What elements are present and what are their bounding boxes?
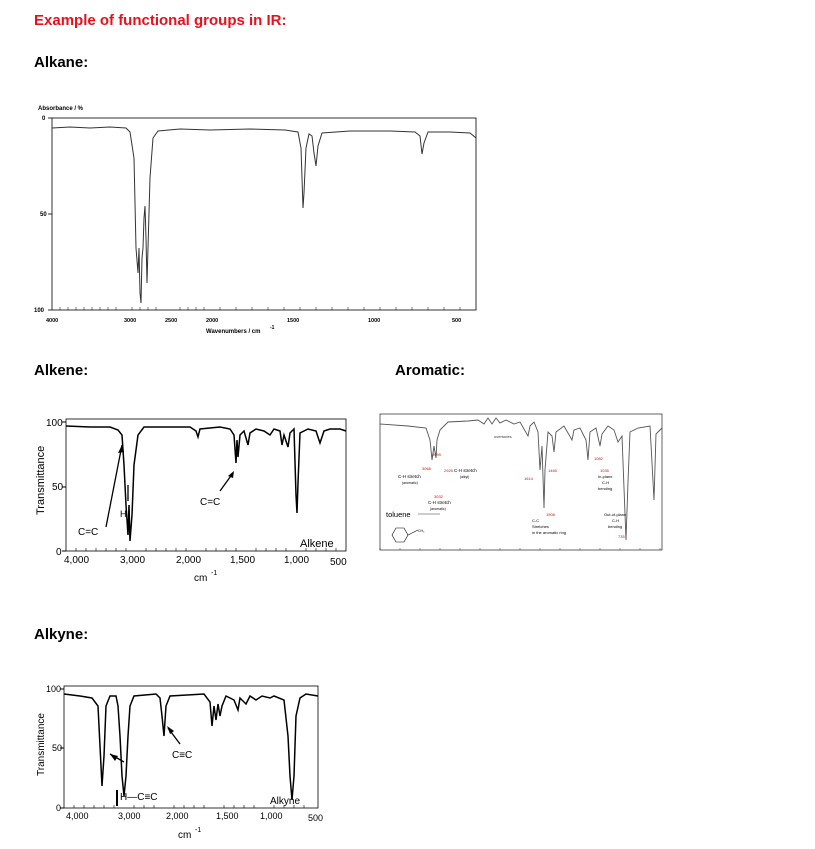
aromatic-ring-label: in the aromatic ring bbox=[532, 530, 567, 535]
aromatic-peak-1614: 1614 bbox=[524, 476, 533, 481]
page-title: Example of functional groups in IR: bbox=[34, 12, 287, 29]
aromatic-bending-in-label: bending bbox=[598, 486, 613, 491]
aromatic-alkyl-label: (alkyl) bbox=[460, 475, 470, 479]
section-alkyne-heading: Alkyne: bbox=[34, 626, 89, 643]
alkane-spectrum bbox=[30, 98, 485, 343]
aromatic-peak-3032: 3032 bbox=[434, 494, 443, 499]
aromatic-bending-oop-label: bending bbox=[608, 524, 623, 529]
alkane-xtick-1000: 1000 bbox=[368, 318, 381, 324]
alkyne-spectrum-trace bbox=[64, 694, 318, 800]
alkene-ytick-0: 0 bbox=[56, 547, 62, 558]
aromatic-peak-2925: 2925 bbox=[444, 468, 453, 473]
aromatic-spectrum bbox=[368, 410, 670, 565]
alkane-plot-frame bbox=[52, 118, 476, 310]
aromatic-spectrum-trace bbox=[380, 418, 662, 540]
aromatic-ch-in-label: C-H bbox=[602, 480, 610, 485]
aromatic-ch-stretch-2: C-H stretch bbox=[428, 500, 451, 505]
aromatic-ch-stretch-alkyl: C-H stretch bbox=[454, 468, 477, 473]
alkyne-ann-hcc: H—C≡C bbox=[120, 792, 158, 803]
aromatic-peak-1035: 1035 bbox=[600, 468, 609, 473]
aromatic-peak-3099: 3099 bbox=[432, 452, 441, 457]
alkane-xtick-1500: 1500 bbox=[287, 318, 300, 324]
alkane-xtick-2500: 2500 bbox=[165, 318, 178, 324]
alkane-ytick-50: 50 bbox=[40, 212, 47, 218]
alkyne-ytick-50: 50 bbox=[52, 743, 63, 753]
aromatic-ch-oop-label: C-H bbox=[612, 518, 620, 523]
alkyne-xtick-4000: 4,000 bbox=[66, 811, 89, 821]
alkene-xtick-1000: 1,000 bbox=[284, 555, 310, 566]
alkyne-spectrum bbox=[30, 676, 330, 846]
alkene-spectrum-trace bbox=[66, 426, 346, 541]
alkene-name-label: Alkene bbox=[300, 538, 334, 550]
aromatic-peak-1465: 1465 bbox=[548, 468, 557, 473]
alkene-ytick-100: 100 bbox=[46, 418, 63, 429]
alkane-xlabel-sup: -1 bbox=[270, 325, 275, 331]
alkene-ytick-50: 50 bbox=[52, 482, 64, 493]
alkane-xtick-2000: 2000 bbox=[206, 318, 219, 324]
aromatic-peak-3068: 3068 bbox=[422, 466, 431, 471]
alkyne-ytick-100: 100 bbox=[46, 684, 62, 694]
alkyne-ylabel: Transmittance bbox=[36, 713, 47, 776]
toluene-structure-icon bbox=[392, 528, 418, 542]
aromatic-ch3-label: CH₃ bbox=[418, 529, 425, 533]
alkane-xtick-4000: 4000 bbox=[46, 318, 59, 324]
aromatic-stretches-label: Stretches bbox=[532, 524, 549, 529]
alkene-xtick-1500: 1,500 bbox=[230, 555, 256, 566]
alkane-ylabel: Absorbance / % bbox=[38, 106, 84, 112]
alkyne-xtick-1500: 1,500 bbox=[216, 811, 239, 821]
alkane-ytick-100: 100 bbox=[34, 308, 45, 314]
alkane-xtick-3000: 3000 bbox=[124, 318, 137, 324]
alkyne-plot-frame bbox=[64, 686, 318, 808]
aromatic-toluene-label: toluene bbox=[386, 510, 411, 519]
alkyne-xtick-3000: 3,000 bbox=[118, 811, 141, 821]
alkane-ytick-0: 0 bbox=[42, 116, 46, 122]
section-alkene-heading: Alkene: bbox=[34, 362, 89, 379]
aromatic-inplane-label: In-plane bbox=[598, 474, 613, 479]
alkene-ann-cc-left: C=C bbox=[78, 527, 99, 538]
alkene-ann-ch-h: H bbox=[120, 509, 127, 519]
alkyne-ann-cc: C≡C bbox=[172, 750, 193, 761]
alkyne-xtick-500: 500 bbox=[308, 813, 324, 823]
alkyne-xlabel-sup: -1 bbox=[195, 827, 202, 834]
alkene-plot-frame bbox=[66, 419, 346, 551]
aromatic-cc-label: C-C bbox=[532, 518, 540, 523]
aromatic-arom-label-1: (aromatic) bbox=[402, 481, 418, 485]
aromatic-peak-735: 735 bbox=[618, 534, 625, 539]
alkene-xlabel-sup: -1 bbox=[211, 570, 218, 577]
alkene-xtick-500: 500 bbox=[330, 557, 347, 568]
alkane-spectrum-trace bbox=[52, 127, 476, 303]
alkyne-xtick-1000: 1,000 bbox=[260, 811, 283, 821]
alkane-xtick-500: 500 bbox=[452, 318, 462, 324]
alkene-xlabel: cm bbox=[194, 573, 208, 584]
alkyne-ytick-0: 0 bbox=[56, 803, 62, 813]
aromatic-peak-1082: 1082 bbox=[594, 456, 603, 461]
alkene-xtick-2000: 2,000 bbox=[176, 555, 202, 566]
section-alkane-heading: Alkane: bbox=[34, 54, 89, 71]
alkene-ylabel: Transmittance bbox=[35, 445, 47, 515]
alkene-ann-cc: C=C bbox=[200, 497, 221, 508]
alkyne-xtick-2000: 2,000 bbox=[166, 811, 189, 821]
alkene-xtick-4000: 4,000 bbox=[64, 555, 90, 566]
aromatic-arom-label-2: (aromatic) bbox=[430, 507, 446, 511]
aromatic-peak-1506: 1506 bbox=[546, 512, 555, 517]
aromatic-oop-label: Out-of-plane bbox=[604, 512, 627, 517]
aromatic-overtones-label: overtones bbox=[494, 434, 512, 439]
alkyne-xlabel: cm bbox=[178, 830, 192, 841]
alkene-spectrum bbox=[30, 405, 360, 590]
aromatic-ch-stretch-arom: C-H stretch bbox=[398, 474, 421, 479]
section-aromatic-heading: Aromatic: bbox=[395, 362, 466, 379]
alkene-xtick-3000: 3,000 bbox=[120, 555, 146, 566]
alkyne-name-label: Alkyne bbox=[270, 796, 301, 807]
alkane-xlabel: Wavenumbers / cm bbox=[206, 329, 261, 335]
